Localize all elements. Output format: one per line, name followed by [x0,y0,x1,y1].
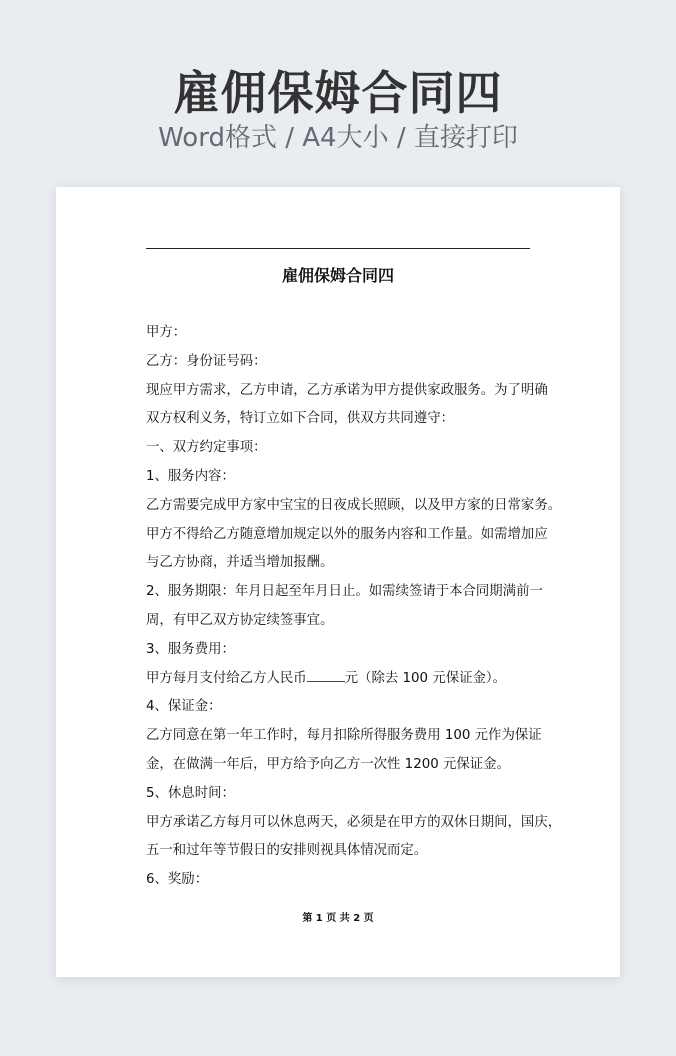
document-title: 雇佣保姆合同四 [281,266,394,285]
document-body [146,319,562,895]
body-line: 五一和过年等节假日的安排则视具体情况而定。 [146,843,428,859]
party-b-line: 乙方：身份证号码： [146,353,267,369]
clause-heading: 4、保证金： [146,699,222,715]
body-line: 甲方不得给乙方随意增加规定以外的服务内容和工作量。如需增加应 [146,526,548,542]
section-heading: 一、双方约定事项： [146,440,267,456]
body-line: 金，在做满一年后，甲方给予向乙方一次性 1200 元保证金。 [146,756,510,772]
body-line: 乙方同意在第一年工作时，每月扣除所得服务费用 100 元作为保证 [146,728,542,744]
clause-heading: 5、休息时间： [146,785,235,801]
body-line: 周，有甲乙双方协定续签事宜。 [146,612,334,628]
amount-blank [307,667,345,682]
banner-title: 雇佣保姆合同四 [173,66,503,120]
fee-line-before: 甲方每月支付给乙方人民币 [146,670,307,686]
document-page [56,187,620,977]
banner-subtitle: Word格式 / A4大小 / 直接打印 [158,123,518,153]
body-line: 现应甲方需求，乙方申请，乙方承诺为甲方提供家政服务。为了明确 [146,382,548,398]
fee-line [146,665,546,694]
party-a-line: 甲方： [146,325,187,340]
clause-heading: 1、服务内容： [146,468,235,484]
page-number: 第 1 页 共 2 页 [302,913,374,924]
header-rule [146,248,530,249]
body-line: 甲方承诺乙方每月可以休息两天，必须是在甲方的双休日期间，国庆， [146,814,562,830]
clause-heading: 6、奖励： [146,872,209,888]
body-line: 与乙方协商，并适当增加报酬。 [146,555,334,571]
body-line: 双方权利义务，特订立如下合同，供双方共同遵守： [146,411,454,427]
clause-heading: 3、服务费用： [146,641,235,657]
body-line: 2、服务期限：年月日起至年月日止。如需续签请于本合同期满前一 [146,584,543,600]
body-line: 乙方需要完成甲方家中宝宝的日夜成长照顾，以及甲方家的日常家务。 [146,497,562,513]
fee-line-after: 元（除去 100 元保证金）。 [344,670,506,686]
